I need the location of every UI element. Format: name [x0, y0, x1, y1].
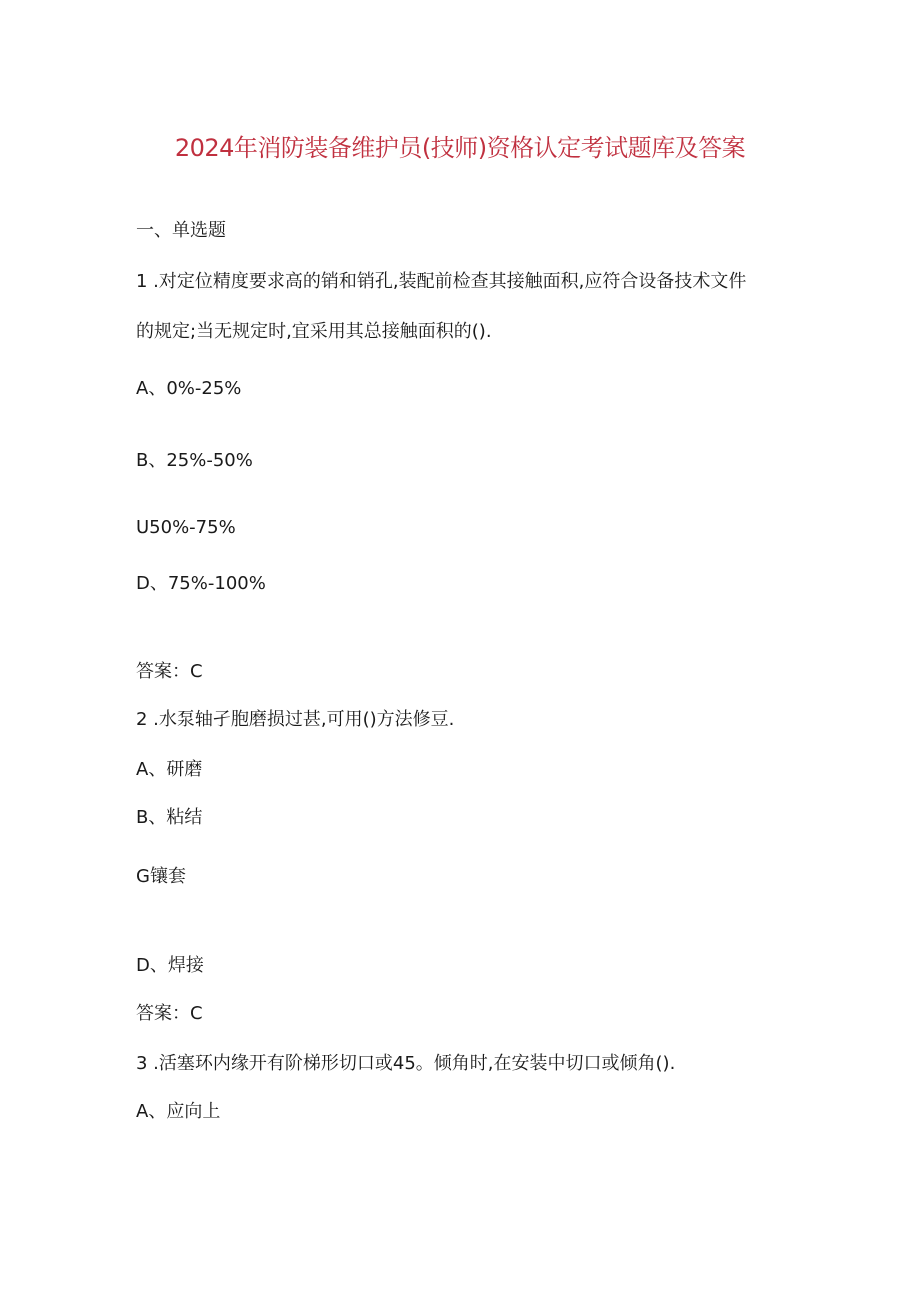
question-1-option-d: D、75%-100% — [136, 573, 266, 594]
question-2-option-c: G镶套 — [136, 866, 186, 887]
question-2-option-b: B、粘结 — [136, 807, 203, 828]
question-2-stem-line-1: 2 .水泵轴孑胞磨损过甚,可用()方法修豆. — [136, 709, 455, 730]
question-1-answer: 答案：C — [136, 661, 203, 682]
question-3-stem-line-1: 3 .活塞环内缘开有阶梯形切口或45。倾角时,在安装中切口或倾角(). — [136, 1053, 676, 1074]
question-2-option-d: D、焊接 — [136, 955, 204, 976]
question-1-option-c: U50%-75% — [136, 517, 236, 538]
document-title: 2024年消防装备维护员(技师)资格认定考试题库及答案 — [174, 134, 746, 162]
question-2-option-a: A、研磨 — [136, 759, 203, 780]
section-heading: 一、单选题 — [136, 220, 226, 241]
question-1-stem-line-1: 1 .对定位精度要求高的销和销孔,装配前检查其接触面积,应符合设备技术文件 — [136, 271, 747, 292]
question-1-option-a: A、0%-25% — [136, 378, 242, 399]
question-1-option-b: B、25%-50% — [136, 450, 253, 471]
question-3-option-a: A、应向上 — [136, 1101, 221, 1122]
question-2-answer: 答案：C — [136, 1003, 203, 1024]
question-1-stem-line-2: 的规定;当无规定时,宜采用其总接触面积的(). — [136, 321, 492, 342]
